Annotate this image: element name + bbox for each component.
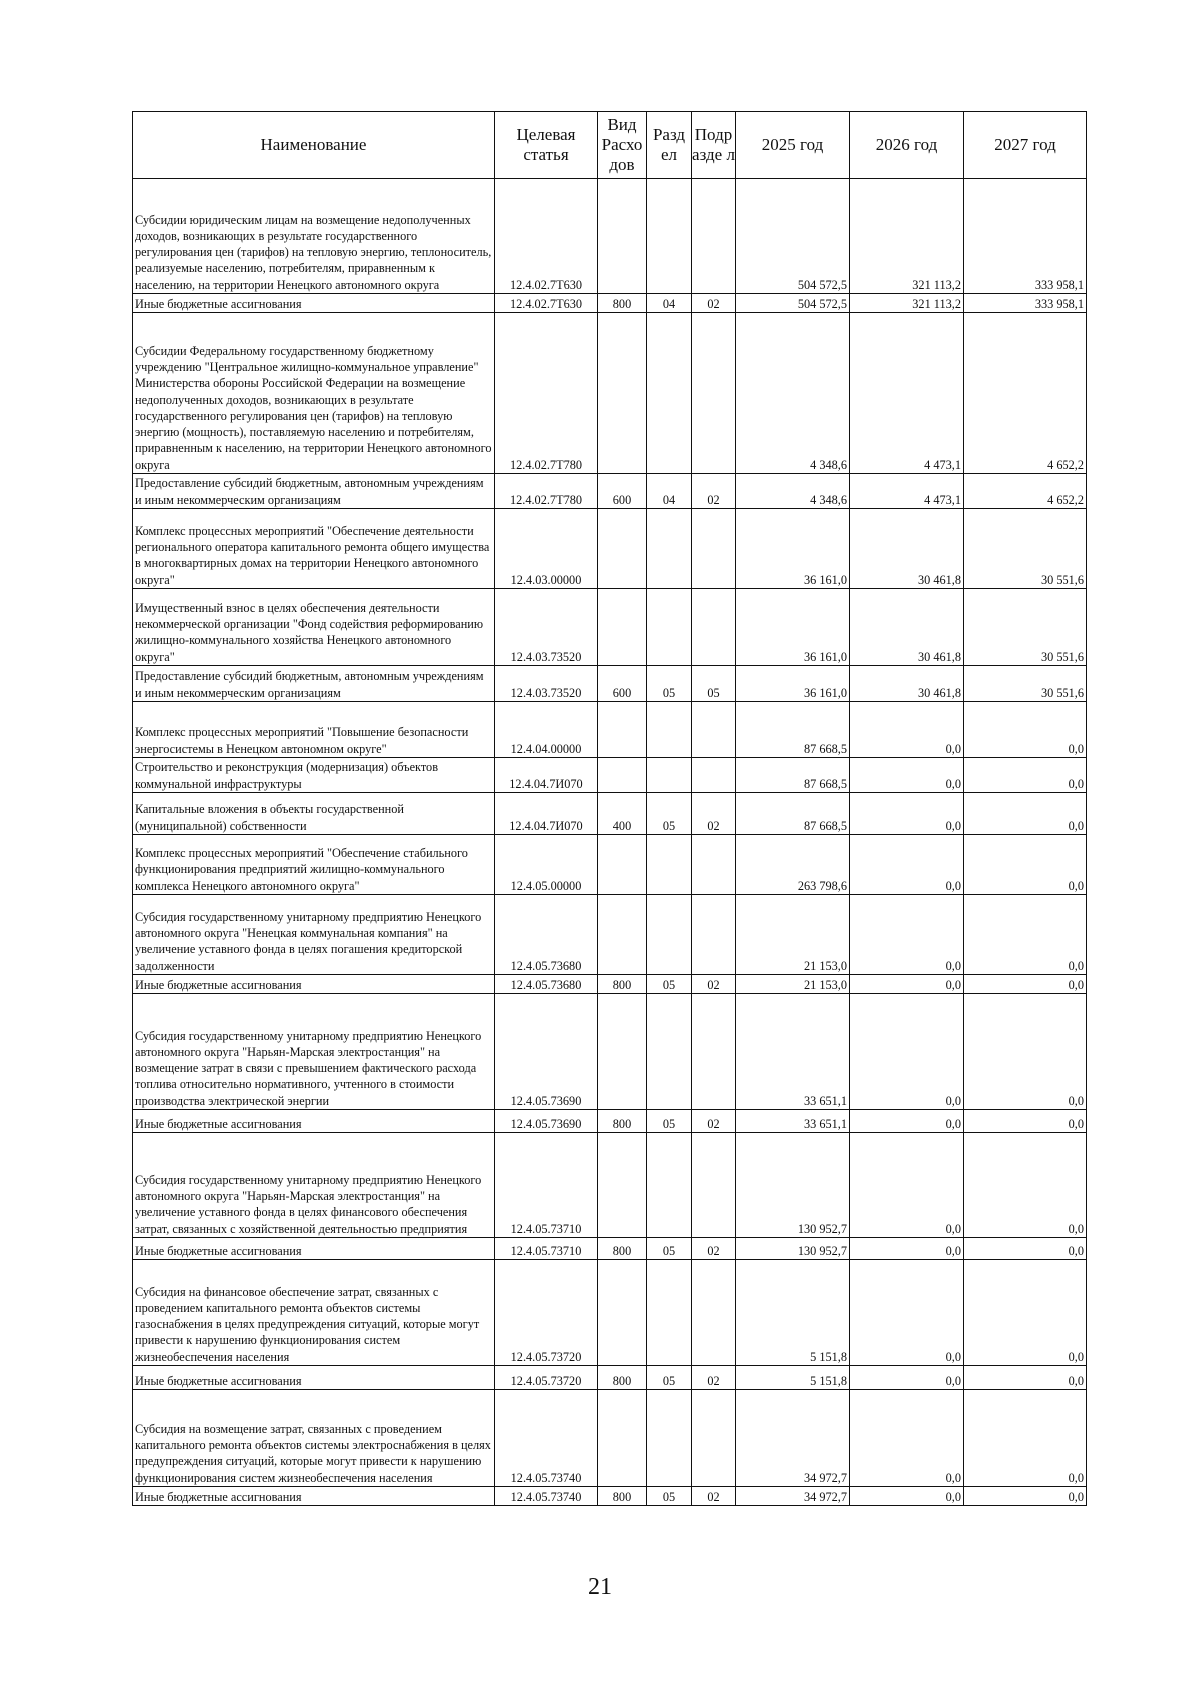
target-article-code: 12.4.03.73520 (495, 666, 598, 702)
target-article-code: 12.4.04.7И070 (495, 758, 598, 793)
amount-2026: 30 461,8 (850, 509, 964, 589)
row-name: Строительство и реконструкция (модернизация) объектов коммунальной инфраструктуры (133, 758, 495, 793)
expense-type: 800 (598, 975, 647, 994)
table-row (133, 509, 1087, 589)
amount-2025: 263 798,6 (736, 835, 850, 895)
amount-2026: 4 473,1 (850, 313, 964, 474)
expense-type (598, 589, 647, 666)
target-article-code: 12.4.05.73740 (495, 1487, 598, 1506)
section (647, 509, 692, 589)
amount-2027: 30 551,6 (964, 666, 1087, 702)
amount-2026: 0,0 (850, 1487, 964, 1506)
expense-type (598, 179, 647, 294)
amount-2026: 0,0 (850, 994, 964, 1110)
target-article-code: 12.4.05.73680 (495, 975, 598, 994)
row-name: Субсидия на финансовое обеспечение затрат, связанных с проведением капитального ремонта объектов системы газоснабжения в целях предупреждения ситуаций, которые могут привести к нарушению функционирования систем жизнеобеспечения населения (133, 1260, 495, 1366)
header-year-2025: 2025 год (736, 112, 850, 179)
table-body (133, 179, 1087, 1506)
amount-2026: 0,0 (850, 895, 964, 975)
subsection (692, 179, 736, 294)
table-row (133, 1238, 1087, 1260)
header-name: Наименование (133, 112, 495, 179)
expense-type (598, 758, 647, 793)
subsection: 05 (692, 666, 736, 702)
table-row (133, 179, 1087, 294)
amount-2027: 0,0 (964, 758, 1087, 793)
amount-2027: 0,0 (964, 1133, 1087, 1238)
amount-2025: 504 572,5 (736, 294, 850, 313)
amount-2026: 0,0 (850, 975, 964, 994)
expense-type (598, 1390, 647, 1487)
target-article-code: 12.4.05.73690 (495, 994, 598, 1110)
row-name: Предоставление субсидий бюджетным, автономным учреждениям и иным некоммерческим организациям (133, 666, 495, 702)
expense-type (598, 313, 647, 474)
amount-2026: 321 113,2 (850, 294, 964, 313)
amount-2027: 0,0 (964, 793, 1087, 835)
section: 04 (647, 474, 692, 509)
subsection (692, 1133, 736, 1238)
section (647, 589, 692, 666)
table-row (133, 975, 1087, 994)
table-row (133, 589, 1087, 666)
table-row (133, 702, 1087, 758)
target-article-code: 12.4.03.00000 (495, 509, 598, 589)
row-name: Имущественный взнос в целях обеспечения деятельности некоммерческой организации "Фонд содействия реформированию жилищно-коммунального хозяйства Ненецкого автономного округа" (133, 589, 495, 666)
amount-2026: 0,0 (850, 1390, 964, 1487)
section (647, 179, 692, 294)
amount-2026: 0,0 (850, 1238, 964, 1260)
amount-2025: 36 161,0 (736, 666, 850, 702)
row-name: Иные бюджетные ассигнования (133, 1487, 495, 1506)
subsection: 02 (692, 793, 736, 835)
table-row (133, 1487, 1087, 1506)
subsection: 02 (692, 1366, 736, 1390)
amount-2025: 87 668,5 (736, 793, 850, 835)
subsection (692, 994, 736, 1110)
table-row (133, 793, 1087, 835)
section (647, 702, 692, 758)
subsection (692, 509, 736, 589)
section: 05 (647, 1110, 692, 1133)
subsection: 02 (692, 1110, 736, 1133)
table-header (133, 112, 1087, 179)
row-name: Предоставление субсидий бюджетным, автономным учреждениям и иным некоммерческим организациям (133, 474, 495, 509)
row-name: Иные бюджетные ассигнования (133, 1366, 495, 1390)
amount-2025: 21 153,0 (736, 895, 850, 975)
section (647, 1260, 692, 1366)
amount-2027: 333 958,1 (964, 179, 1087, 294)
target-article-code: 12.4.02.7Т780 (495, 474, 598, 509)
target-article-code: 12.4.02.7Т780 (495, 313, 598, 474)
target-article-code: 12.4.05.73680 (495, 895, 598, 975)
amount-2027: 0,0 (964, 1110, 1087, 1133)
target-article-code: 12.4.05.73740 (495, 1390, 598, 1487)
amount-2025: 4 348,6 (736, 474, 850, 509)
target-article-code: 12.4.02.7Т630 (495, 294, 598, 313)
expense-type: 400 (598, 793, 647, 835)
amount-2026: 0,0 (850, 1133, 964, 1238)
amount-2027: 0,0 (964, 835, 1087, 895)
row-name: Субсидия государственному унитарному предприятию Ненецкого автономного округа "Нарьян-Марская электростанция" на возмещение затрат в связи с превышением фактического расхода топлива относительно нормативного, учтенного в стоимости производства электрической энергии (133, 994, 495, 1110)
table-row (133, 994, 1087, 1110)
expense-type: 800 (598, 1110, 647, 1133)
amount-2025: 21 153,0 (736, 975, 850, 994)
amount-2027: 0,0 (964, 975, 1087, 994)
subsection: 02 (692, 294, 736, 313)
expense-type (598, 1260, 647, 1366)
section (647, 895, 692, 975)
section (647, 994, 692, 1110)
amount-2026: 0,0 (850, 758, 964, 793)
subsection: 02 (692, 474, 736, 509)
section: 05 (647, 1487, 692, 1506)
header-expense-type: Вид Расхо дов (598, 112, 647, 179)
subsection: 02 (692, 1238, 736, 1260)
amount-2025: 87 668,5 (736, 702, 850, 758)
amount-2027: 333 958,1 (964, 294, 1087, 313)
amount-2025: 4 348,6 (736, 313, 850, 474)
amount-2026: 0,0 (850, 835, 964, 895)
row-name: Капитальные вложения в объекты государственной (муниципальной) собственности (133, 793, 495, 835)
table-row (133, 666, 1087, 702)
expense-type (598, 994, 647, 1110)
table-row (133, 1133, 1087, 1238)
amount-2027: 30 551,6 (964, 589, 1087, 666)
table-row (133, 1366, 1087, 1390)
subsection (692, 895, 736, 975)
amount-2026: 0,0 (850, 702, 964, 758)
header-year-2027: 2027 год (964, 112, 1087, 179)
section (647, 758, 692, 793)
expense-type (598, 895, 647, 975)
amount-2027: 0,0 (964, 1366, 1087, 1390)
expense-type: 800 (598, 1366, 647, 1390)
header-row (133, 112, 1087, 179)
amount-2025: 87 668,5 (736, 758, 850, 793)
expense-type: 600 (598, 474, 647, 509)
amount-2026: 30 461,8 (850, 666, 964, 702)
subsection (692, 1260, 736, 1366)
target-article-code: 12.4.05.73690 (495, 1110, 598, 1133)
section (647, 313, 692, 474)
expense-type (598, 835, 647, 895)
amount-2025: 130 952,7 (736, 1133, 850, 1238)
expense-type: 600 (598, 666, 647, 702)
amount-2027: 30 551,6 (964, 509, 1087, 589)
row-name: Комплекс процессных мероприятий "Обеспечение деятельности регионального оператора капитального ремонта общего имущества в многоквартирных домах на территории Ненецкого автономного округа" (133, 509, 495, 589)
amount-2025: 33 651,1 (736, 1110, 850, 1133)
header-target-article: Целевая статья (495, 112, 598, 179)
amount-2027: 4 652,2 (964, 474, 1087, 509)
header-subsection: Подр азде л (692, 112, 736, 179)
expense-type: 800 (598, 1487, 647, 1506)
page-number: 21 (588, 1574, 612, 1600)
section: 05 (647, 975, 692, 994)
amount-2025: 504 572,5 (736, 179, 850, 294)
amount-2027: 0,0 (964, 994, 1087, 1110)
table-row (133, 835, 1087, 895)
subsection (692, 835, 736, 895)
expense-type (598, 702, 647, 758)
amount-2027: 0,0 (964, 1487, 1087, 1506)
row-name: Субсидии юридическим лицам на возмещение недополученных доходов, возникающих в результате государственного регулирования цен (тарифов) на тепловую энергию, теплоноситель, реализуемые населению, потребителям, приравненным к населению, на территории Ненецкого автономного округа (133, 179, 495, 294)
row-name: Иные бюджетные ассигнования (133, 975, 495, 994)
expense-type (598, 509, 647, 589)
amount-2026: 0,0 (850, 1260, 964, 1366)
table-row (133, 294, 1087, 313)
subsection (692, 1390, 736, 1487)
target-article-code: 12.4.04.7И070 (495, 793, 598, 835)
section (647, 1133, 692, 1238)
subsection (692, 758, 736, 793)
header-year-2026: 2026 год (850, 112, 964, 179)
target-article-code: 12.4.04.00000 (495, 702, 598, 758)
row-name: Комплекс процессных мероприятий "Повышение безопасности энергосистемы в Ненецком автономном округе" (133, 702, 495, 758)
table-row (133, 1260, 1087, 1366)
section (647, 1390, 692, 1487)
expense-type (598, 1133, 647, 1238)
target-article-code: 12.4.03.73520 (495, 589, 598, 666)
amount-2026: 0,0 (850, 1366, 964, 1390)
amount-2027: 0,0 (964, 1238, 1087, 1260)
table-row (133, 1110, 1087, 1133)
amount-2025: 5 151,8 (736, 1260, 850, 1366)
row-name: Субсидия на возмещение затрат, связанных с проведением капитального ремонта объектов системы электроснабжения в целях предупреждения ситуаций, которые могут привести к нарушению функционирования систем жизнеобеспечения населения (133, 1390, 495, 1487)
table-row (133, 1390, 1087, 1487)
amount-2027: 0,0 (964, 1260, 1087, 1366)
table-row (133, 758, 1087, 793)
amount-2026: 30 461,8 (850, 589, 964, 666)
row-name: Субсидия государственному унитарному предприятию Ненецкого автономного округа "Нарьян-Марская электростанция" на увеличение уставного фонда в целях финансового обеспечения затрат, связанных с хозяйственной деятельностью предприятия (133, 1133, 495, 1238)
subsection (692, 589, 736, 666)
amount-2025: 5 151,8 (736, 1366, 850, 1390)
subsection: 02 (692, 975, 736, 994)
amount-2027: 4 652,2 (964, 313, 1087, 474)
section (647, 835, 692, 895)
amount-2025: 130 952,7 (736, 1238, 850, 1260)
row-name: Комплекс процессных мероприятий "Обеспечение стабильного функционирования предприятий жилищно-коммунального комплекса Ненецкого автономного округа" (133, 835, 495, 895)
amount-2026: 0,0 (850, 793, 964, 835)
amount-2026: 321 113,2 (850, 179, 964, 294)
subsection: 02 (692, 1487, 736, 1506)
row-name: Иные бюджетные ассигнования (133, 1110, 495, 1133)
subsection (692, 313, 736, 474)
section: 04 (647, 294, 692, 313)
amount-2027: 0,0 (964, 895, 1087, 975)
table-row (133, 474, 1087, 509)
section: 05 (647, 666, 692, 702)
target-article-code: 12.4.05.73710 (495, 1238, 598, 1260)
section: 05 (647, 1366, 692, 1390)
expense-type: 800 (598, 1238, 647, 1260)
table-row (133, 895, 1087, 975)
amount-2026: 0,0 (850, 1110, 964, 1133)
table-row (133, 313, 1087, 474)
target-article-code: 12.4.05.00000 (495, 835, 598, 895)
header-section: Разд ел (647, 112, 692, 179)
target-article-code: 12.4.05.73720 (495, 1366, 598, 1390)
section: 05 (647, 793, 692, 835)
amount-2027: 0,0 (964, 702, 1087, 758)
amount-2026: 4 473,1 (850, 474, 964, 509)
row-name: Субсидия государственному унитарному предприятию Ненецкого автономного округа "Ненецкая коммунальная компания" на увеличение уставного фонда в целях погашения кредиторской задолженности (133, 895, 495, 975)
row-name: Иные бюджетные ассигнования (133, 1238, 495, 1260)
amount-2025: 33 651,1 (736, 994, 850, 1110)
target-article-code: 12.4.02.7Т630 (495, 179, 598, 294)
amount-2025: 36 161,0 (736, 589, 850, 666)
amount-2027: 0,0 (964, 1390, 1087, 1487)
expense-type: 800 (598, 294, 647, 313)
amount-2025: 34 972,7 (736, 1487, 850, 1506)
amount-2025: 34 972,7 (736, 1390, 850, 1487)
amount-2025: 36 161,0 (736, 509, 850, 589)
budget-table (132, 111, 1087, 1506)
section: 05 (647, 1238, 692, 1260)
row-name: Иные бюджетные ассигнования (133, 294, 495, 313)
target-article-code: 12.4.05.73710 (495, 1133, 598, 1238)
subsection (692, 702, 736, 758)
row-name: Субсидии Федеральному государственному бюджетному учреждению "Центральное жилищно-коммунальное управление" Министерства обороны Российской Федерации на возмещение недополученных доходов, возникающих в результате государственного регулирования цен (тарифов) на тепловую энергию (мощность), поставляемую населению и потребителям, приравненным к населению, на территории Ненецкого автономного округа (133, 313, 495, 474)
target-article-code: 12.4.05.73720 (495, 1260, 598, 1366)
